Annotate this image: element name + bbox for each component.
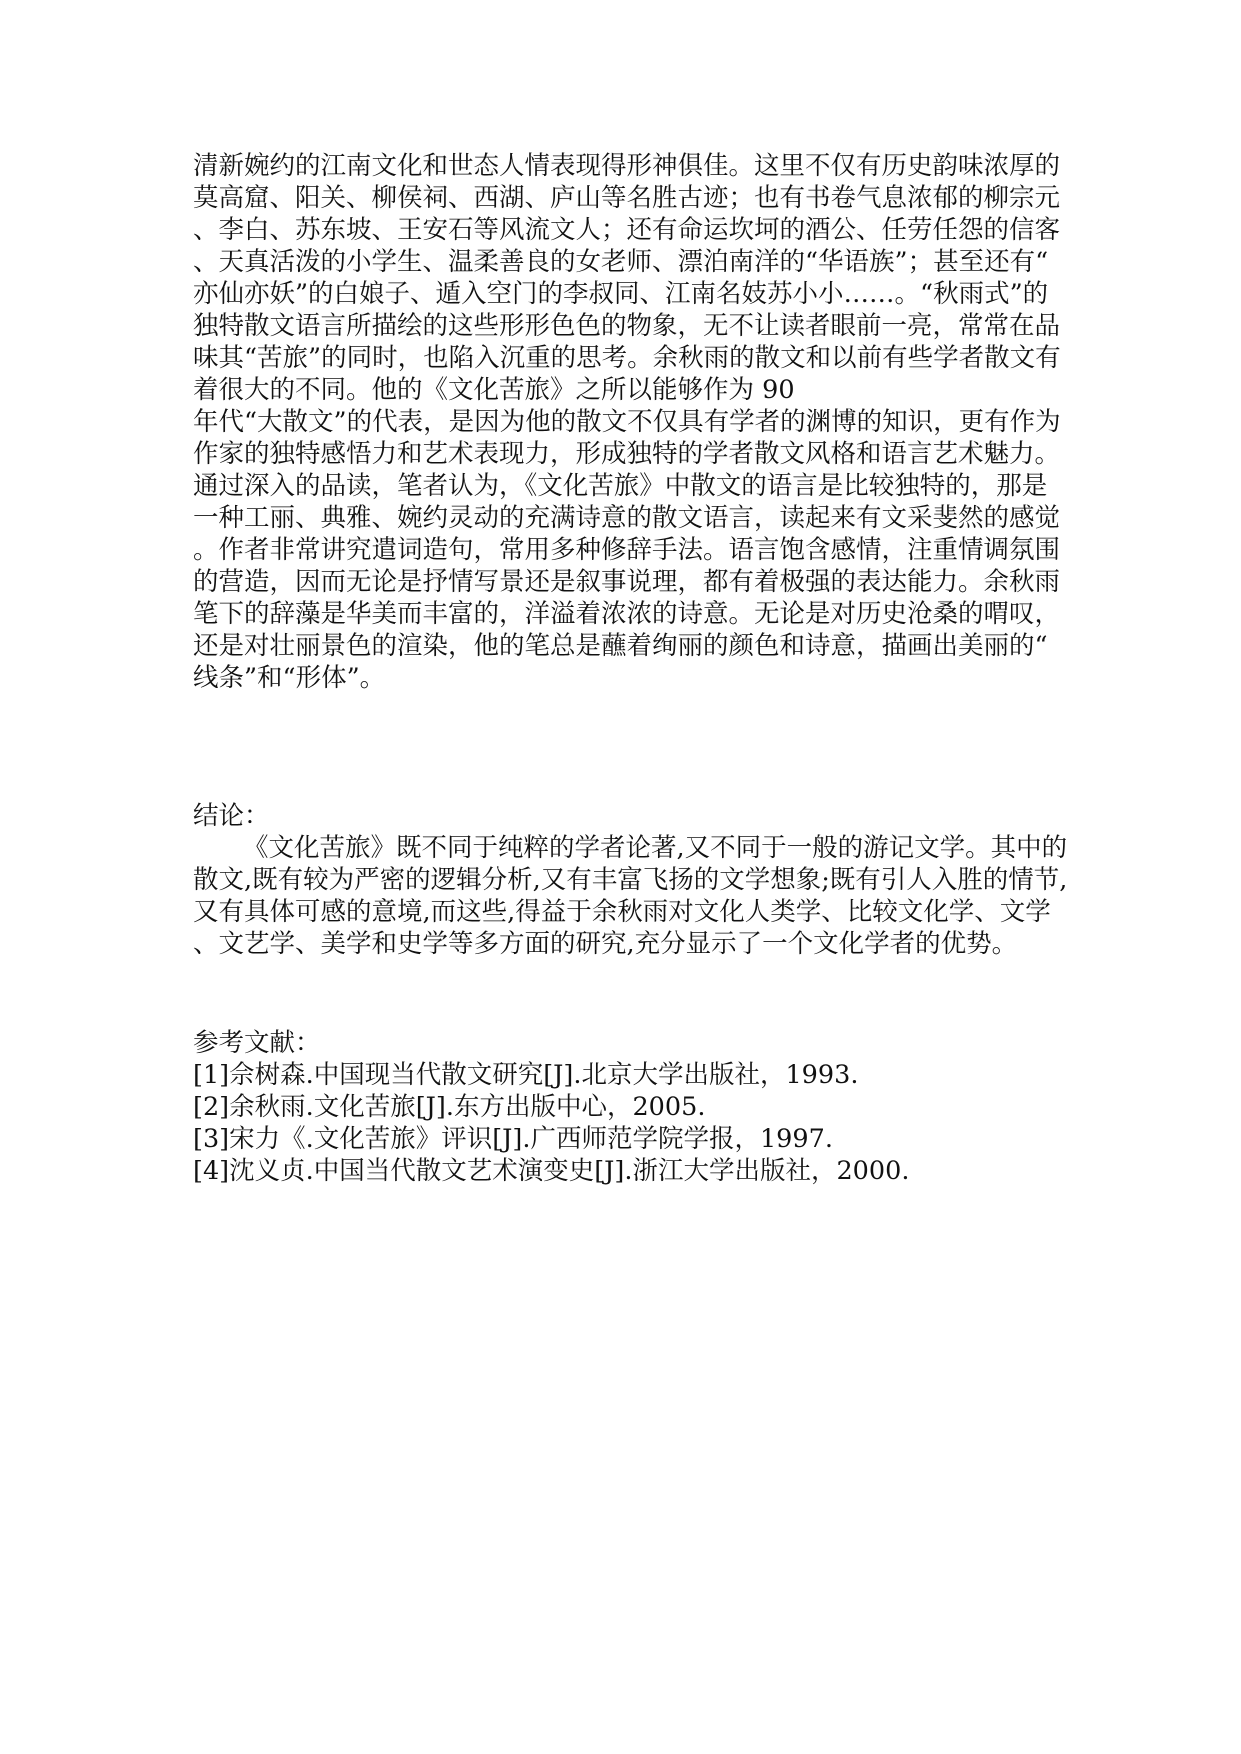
paragraph-line: 线条”和“形体”。	[193, 663, 386, 693]
conclusion-line: 散文,既有较为严密的逻辑分析,又有丰富飞扬的文学想象;既有引人入胜的情节,	[193, 865, 1068, 895]
conclusion-heading: 结论：	[193, 801, 270, 831]
paragraph-line: 的营造，因而无论是抒情写景还是叙事说理，都有着极强的表达能力。余秋雨	[193, 567, 1061, 597]
paragraph-line: 着很大的不同。他的《文化苦旅》之所以能够作为 90	[193, 375, 795, 405]
paragraph-line: 、天真活泼的小学生、温柔善良的女老师、漂泊南洋的“华语族”；甚至还有“	[193, 247, 1049, 277]
paragraph-line: 作家的独特感悟力和艺术表现力，形成独特的学者散文风格和语言艺术魅力。	[193, 439, 1061, 469]
body-paragraph	[193, 150, 1061, 694]
paragraph-line: 通过深入的品读，笔者认为，《文化苦旅》中散文的语言是比较独特的，那是	[193, 471, 1048, 501]
paragraph-line: 味其“苦旅”的同时，也陷入沉重的思考。余秋雨的散文和以前有些学者散文有	[193, 343, 1061, 373]
reference-item: [2]余秋雨.文化苦旅[J].东方出版中心，2005.	[193, 1092, 706, 1122]
paragraph-line: 一种工丽、典雅、婉约灵动的充满诗意的散文语言，读起来有文采斐然的感觉	[193, 503, 1061, 533]
paragraph-line: 莫高窟、阳关、柳侯祠、西湖、庐山等名胜古迹；也有书卷气息浓郁的柳宗元	[193, 183, 1061, 213]
reference-item: [3]宋力《.文化苦旅》评识[J].广西师范学院学报，1997.	[193, 1124, 833, 1154]
paragraph-line: 清新婉约的江南文化和世态人情表现得形神俱佳。这里不仅有历史韵味浓厚的	[193, 151, 1061, 181]
paragraph-line: 还是对壮丽景色的渲染，他的笔总是蘸着绚丽的颜色和诗意，描画出美丽的“	[193, 631, 1048, 661]
paragraph-line: 亦仙亦妖”的白娘子、遁入空门的李叔同、江南名妓苏小小……。“秋雨式”的	[193, 279, 1049, 309]
conclusion-line: 《文化苦旅》既不同于纯粹的学者论著,又不同于一般的游记文学。其中的	[243, 833, 1068, 863]
paragraph-line: 笔下的辞藻是华美而丰富的，洋溢着浓浓的诗意。无论是对历史沧桑的喟叹，	[193, 599, 1061, 629]
reference-item: [4]沈义贞.中国当代散文艺术演变史[J].浙江大学出版社，2000.	[193, 1156, 910, 1186]
reference-item: [1]佘树森.中国现当代散文研究[J].北京大学出版社，1993.	[193, 1060, 859, 1090]
conclusion-line: 、文艺学、美学和史学等多方面的研究,充分显示了一个文化学者的优势。	[193, 929, 1018, 959]
conclusion-section	[193, 800, 1068, 960]
references-section	[193, 1027, 1053, 1187]
paragraph-line: 。作者非常讲究遣词造句，常用多种修辞手法。语言饱含感情，注重情调氛围	[193, 535, 1061, 565]
paragraph-line: 、李白、苏东坡、王安石等风流文人；还有命运坎坷的酒公、任劳任怨的信客	[193, 215, 1061, 245]
references-heading: 参考文献：	[193, 1028, 321, 1058]
paragraph-line: 独特散文语言所描绘的这些形形色色的物象，无不让读者眼前一亮，常常在品	[193, 311, 1061, 341]
conclusion-line: 又有具体可感的意境,而这些,得益于余秋雨对文化人类学、比较文化学、文学	[193, 897, 1051, 927]
paragraph-line: 年代“大散文”的代表，是因为他的散文不仅具有学者的渊博的知识，更有作为	[193, 407, 1061, 437]
